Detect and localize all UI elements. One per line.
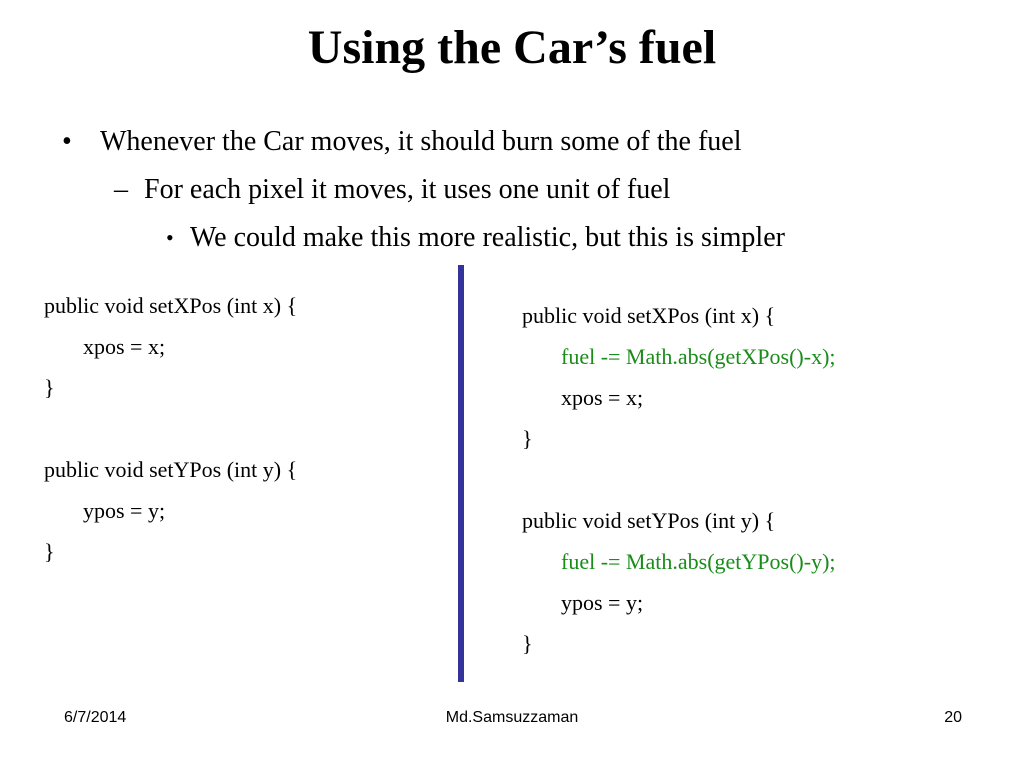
code-line-highlighted: fuel -= Math.abs(getYPos()-y); bbox=[561, 549, 836, 574]
bullet-text: We could make this more realistic, but this is simpler bbox=[190, 222, 785, 253]
right-code-block bbox=[522, 295, 836, 664]
code-line-highlighted: fuel -= Math.abs(getXPos()-x); bbox=[561, 344, 836, 369]
code-line: } bbox=[522, 426, 533, 451]
code-line: ypos = y; bbox=[561, 590, 644, 615]
bullet-text: Whenever the Car moves, it should burn some of the fuel bbox=[100, 126, 742, 157]
code-line: } bbox=[44, 539, 55, 564]
bullet-marker: • bbox=[166, 225, 174, 250]
dash-marker: – bbox=[114, 174, 128, 205]
code-line: xpos = x; bbox=[83, 334, 166, 359]
footer-date: 6/7/2014 bbox=[64, 709, 127, 726]
code-line bbox=[44, 408, 297, 449]
footer-author: Md.Samsuzzaman bbox=[445, 709, 579, 726]
code-line bbox=[522, 459, 836, 500]
code-line: } bbox=[522, 631, 533, 656]
code-line: xpos = x; bbox=[561, 385, 644, 410]
code-line: public void setYPos (int y) { bbox=[44, 457, 298, 482]
bullet-marker: • bbox=[62, 126, 72, 157]
footer-page-number: 20 bbox=[944, 709, 962, 726]
left-code-block bbox=[44, 285, 297, 572]
bullet-text: For each pixel it moves, it uses one unit of fuel bbox=[144, 174, 671, 205]
slide-title: Using the Car’s fuel bbox=[307, 21, 717, 74]
code-line: public void setXPos (int x) { bbox=[44, 293, 298, 318]
column-divider bbox=[458, 265, 464, 682]
code-line: } bbox=[44, 375, 55, 400]
code-line: public void setYPos (int y) { bbox=[522, 508, 776, 533]
code-line: public void setXPos (int x) { bbox=[522, 303, 776, 328]
code-line: ypos = y; bbox=[83, 498, 166, 523]
